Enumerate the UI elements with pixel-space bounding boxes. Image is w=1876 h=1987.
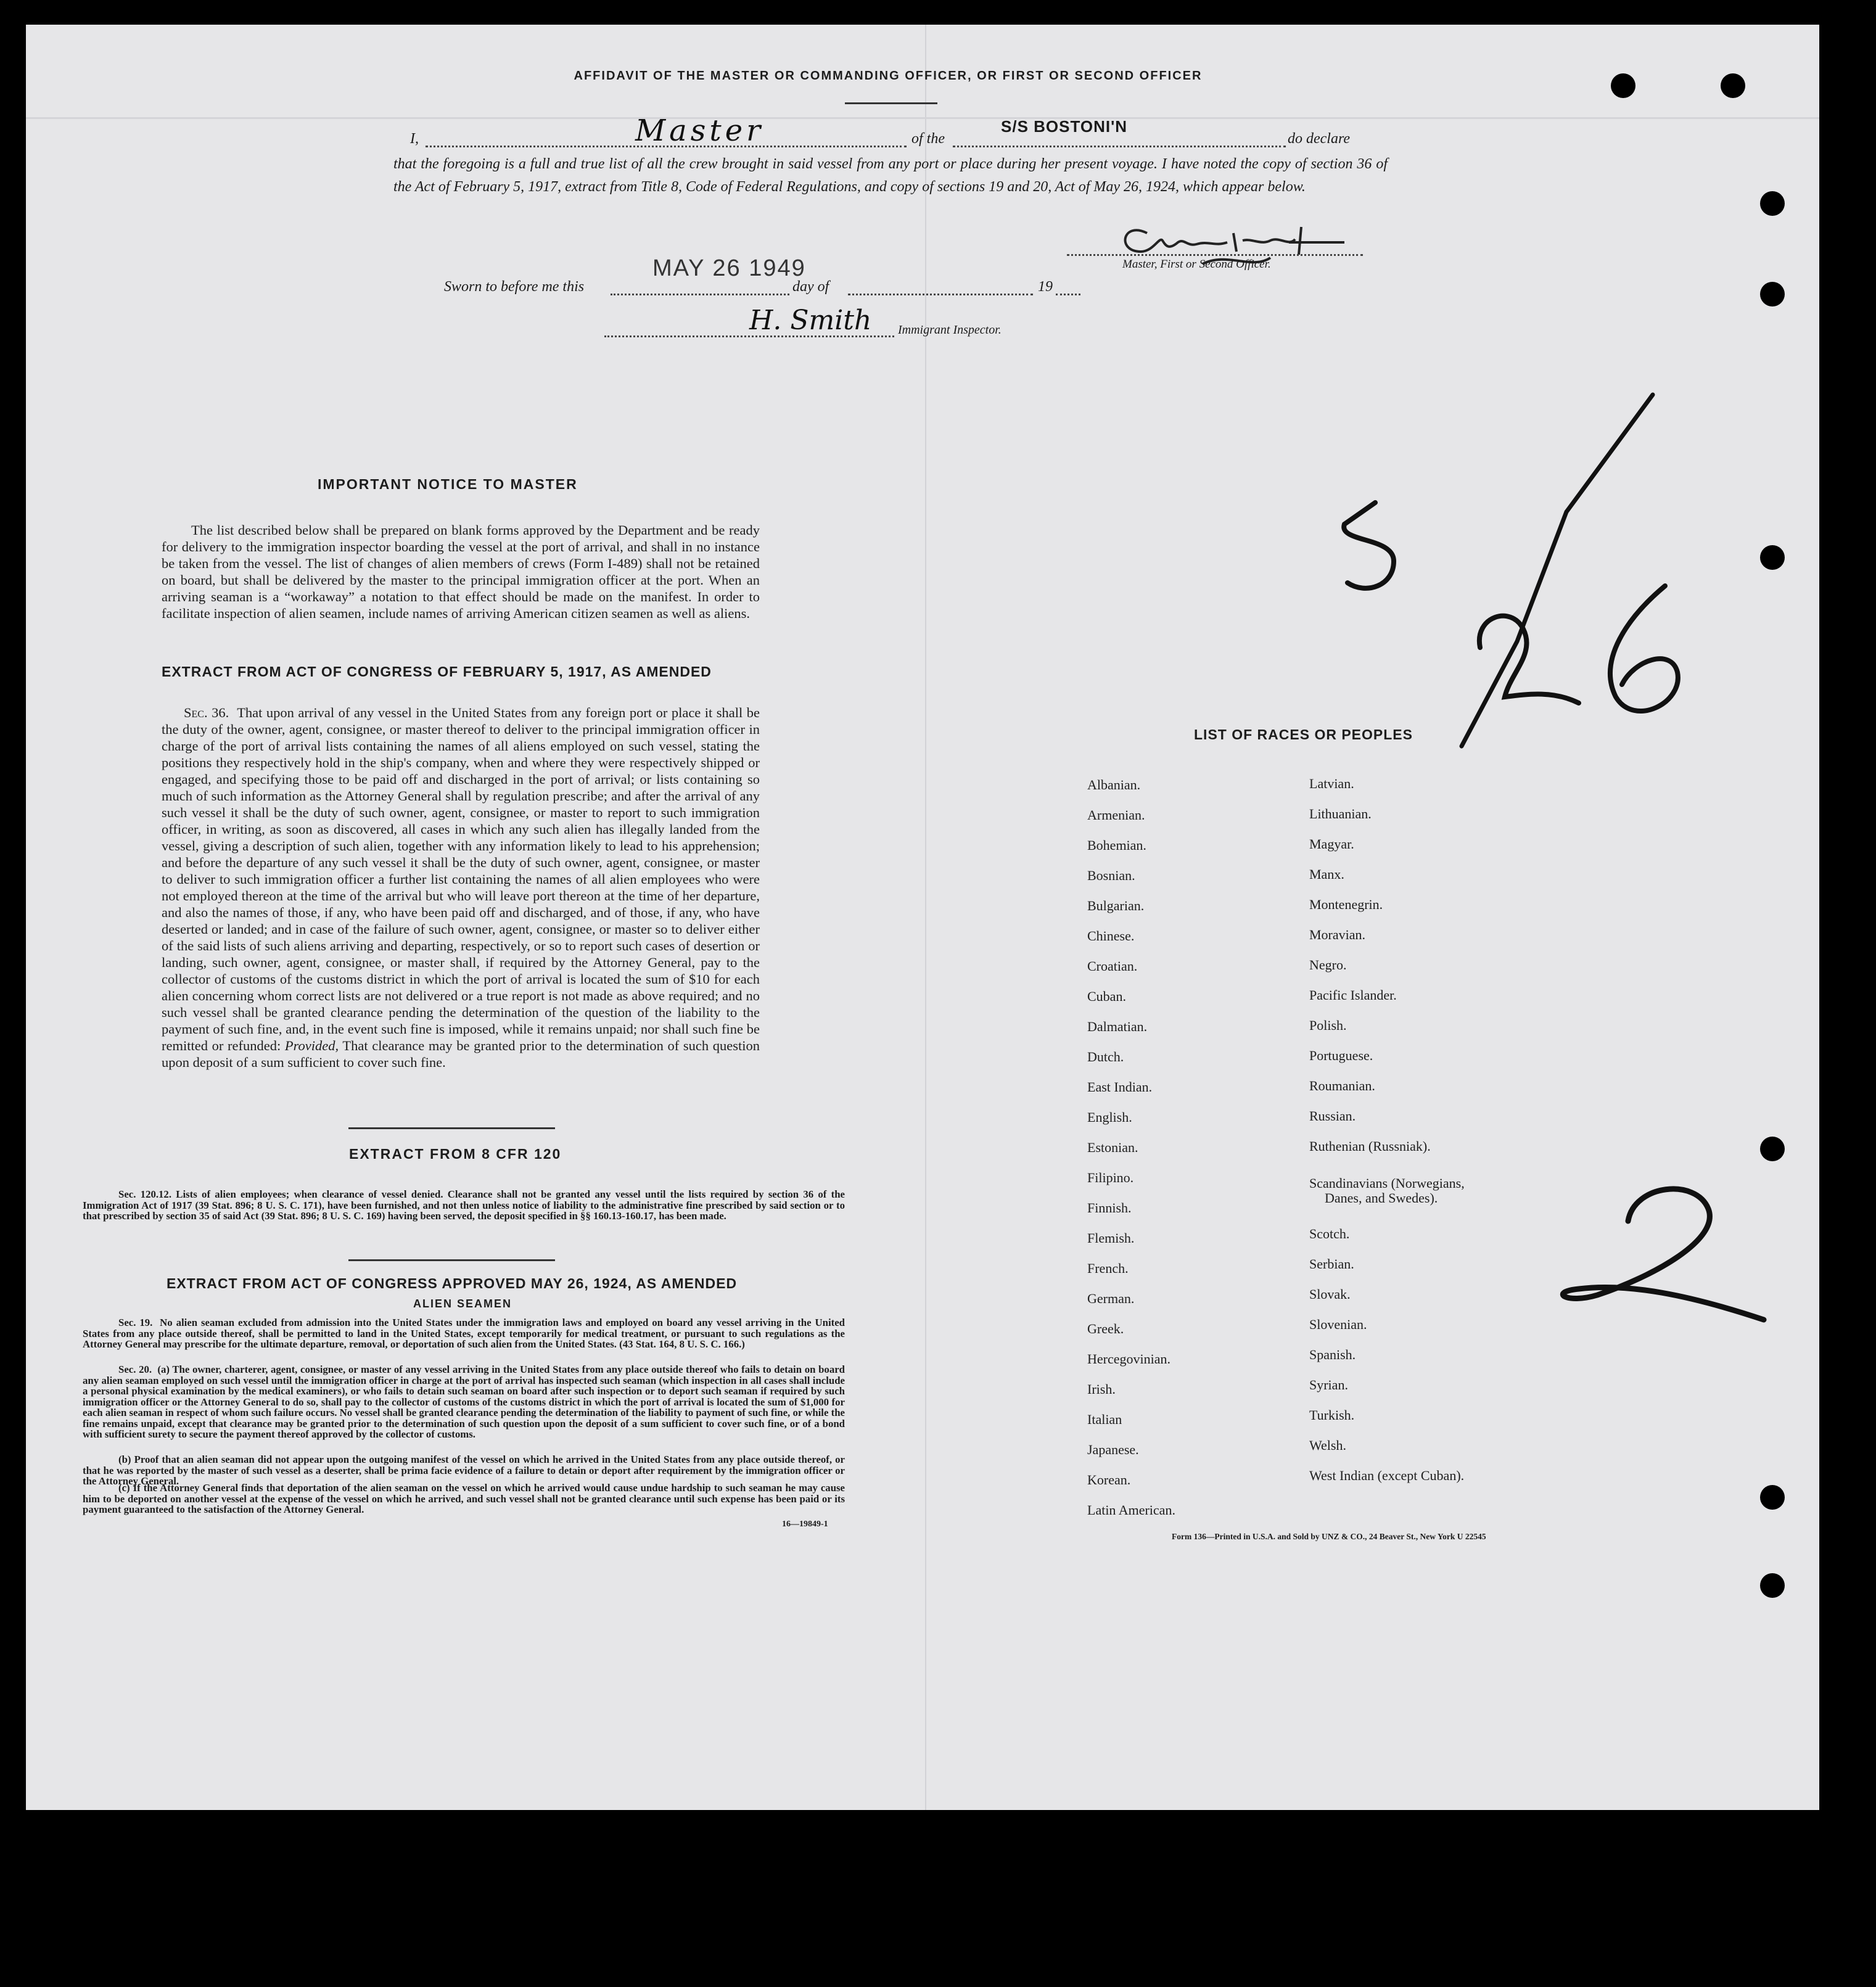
title-underline [845, 102, 937, 104]
race-item: Moravian. [1309, 927, 1366, 942]
rule-1 [348, 1127, 555, 1129]
inspector-signature: H. Smith [749, 305, 872, 336]
race-item: Finnish. [1087, 1200, 1132, 1216]
race-item: Slovak. [1309, 1286, 1351, 1302]
binding-hole [1760, 1137, 1785, 1161]
race-item: Armenian. [1087, 807, 1145, 823]
master-handwritten: Master [635, 113, 765, 148]
race-item: Slovenian. [1309, 1317, 1367, 1332]
act-1924-subtitle: ALIEN SEAMEN [413, 1298, 512, 1310]
race-item: Polish. [1309, 1018, 1347, 1033]
race-item: Hercegovinian. [1087, 1351, 1170, 1367]
cfr-text: Sec. 120.12. Lists of alien employees; when clearance of vessel denied. Clearance shall not be granted any vessel until the lists required by section 36 of the Immigration Act of 1917 (39 Stat. 896; 8 U. S. C. 171), have been furnished, and not then unless notice of liability to the administrative fine prescribed by said section or to that prescribed by section 35 of said Act (39 Stat. 896; 8 U. S. C. 169) having been served, the deposit specified in §§ 160.13-160.17, has been made. [83, 1188, 845, 1222]
race-item: Latin American. [1087, 1502, 1175, 1518]
printer-footer: Form 136—Printed in U.S.A. and Sold by UNZ & CO., 24 Beaver St., New York U 22545 [1172, 1532, 1486, 1541]
form-code: 16—19849-1 [782, 1520, 828, 1529]
declaration-text: that the foregoing is a full and true list of all the crew brought in said vessel from any port or place during her present voyage. I have noted the copy of section 36 of the Act of February 5, 1917, extract from Title 8, Code of Federal Regulations, and copy of sections 19 and 20, Act of May 26, 1924, which appear below. [393, 156, 1388, 195]
race-item: West Indian (except Cuban). [1309, 1468, 1465, 1483]
date-stamp: MAY 26 1949 [652, 255, 806, 281]
handwritten-count-annotation [1529, 1172, 1776, 1332]
race-item: Cuban. [1087, 989, 1126, 1004]
fold-crease-vertical [925, 25, 926, 1810]
fold-crease-horizontal [26, 117, 1819, 119]
race-item: Dalmatian. [1087, 1019, 1148, 1034]
race-item: Japanese. [1087, 1442, 1139, 1457]
race-item: Spanish. [1309, 1347, 1356, 1362]
vessel-stamp: S/S BOSTONI'N [1001, 117, 1128, 136]
race-item: Dutch. [1087, 1049, 1124, 1064]
month-line [848, 294, 1033, 295]
race-item: Albanian. [1087, 777, 1141, 792]
race-item: Irish. [1087, 1381, 1116, 1397]
race-item: Portuguese. [1309, 1048, 1373, 1063]
race-item: Negro. [1309, 957, 1347, 973]
race-item: Russian. [1309, 1108, 1356, 1124]
year-line [1056, 294, 1080, 295]
officer-signature-line [1067, 254, 1363, 256]
cfr-title: EXTRACT FROM 8 CFR 120 [349, 1146, 562, 1162]
race-item: Italian [1087, 1412, 1122, 1427]
of-the-label: of the [911, 131, 945, 147]
race-item: Bosnian. [1087, 868, 1135, 883]
inspector-caption: Immigrant Inspector. [898, 323, 1002, 337]
notice-text: The list described below shall be prepared on blank forms approved by the Department and be ready for delivery to the immigration inspector boarding the vessel at the port of arrival, and shall in no instance be taken from the vessel. The list of changes of alien members of crews (Form I-489) shall not be retained on board, but shall be delivered by the master to the principal immigration officer at the port. When an arriving seaman is a “workaway” a notation to that effect should be made on the manifest. In order to facilitate inspection of alien seamen, include names of arriving American citizen seamen as well as aliens. [162, 522, 760, 621]
binding-hole [1760, 545, 1785, 570]
race-item: French. [1087, 1261, 1129, 1276]
race-item: Scotch. [1309, 1226, 1350, 1241]
binding-hole [1721, 73, 1745, 98]
extract-1917-title: EXTRACT FROM ACT OF CONGRESS OF FEBRUARY 5, 1917, AS AMENDED [162, 664, 712, 680]
officer-caption: Master, First or Second Officer. [1122, 258, 1271, 271]
i-label: I, [410, 131, 419, 147]
race-item: Estonian. [1087, 1140, 1138, 1155]
binding-hole [1760, 1573, 1785, 1598]
binding-hole [1611, 73, 1635, 98]
vessel-line [953, 146, 1286, 147]
handwritten-date-annotation [1307, 382, 1702, 765]
rule-2 [348, 1259, 555, 1261]
race-item: Scandinavians (Norwegians, [1309, 1175, 1465, 1191]
binding-hole [1760, 282, 1785, 306]
sec19-text: Sec. 19. No alien seaman excluded from admission into the United States under the immigration laws and employed on board any vessel arriving in the United States from any place outside thereof, shall be permitted to land in the United States, except temporarily for medical treatment, or pursuant to such regulations as the Attorney General may prescribe for the ultimate departure, removal, or deportation of such alien from the United States. (43 Stat. 164, 8 U. S. C. 166.) [83, 1317, 845, 1350]
day-line [611, 294, 789, 295]
notice-title: IMPORTANT NOTICE TO MASTER [318, 476, 578, 492]
race-item: Serbian. [1309, 1256, 1354, 1272]
sec20a-text: Sec. 20. (a) The owner, charterer, agent, consignee, or master of any vessel arriving in the United States from any place outside thereof who fails to detain on board any alien seaman employed on such vessel until the immigration officer in charge at the port of arrival has inspected such seaman (which inspection in all cases shall include a personal physical examination by the medical examiners), or who fails to detain such seaman on board after such inspection or to deport such seaman if required by such immigration officer or the Attorney General to do so, shall pay to the collector of customs of the customs district in which the port of arrival is located the sum of $1,000 for each alien seaman in respect of whom such failure occurs. No vessel shall be granted clearance pending the determination of the liability to payment of such fine, or while the fine remains unpaid, except that clearance may be granted prior to the determination of such question upon the deposit of a sum sufficient to cover such fine, or of a bond with sufficient surety to secure the payment thereof approved by the collector of customs. [83, 1364, 845, 1440]
race-item: Manx. [1309, 866, 1344, 882]
race-item: Welsh. [1309, 1438, 1346, 1453]
race-item: Turkish. [1309, 1407, 1355, 1423]
race-item: Pacific Islander. [1309, 987, 1397, 1003]
do-declare-label: do declare [1288, 131, 1351, 147]
race-item: Montenegrin. [1309, 897, 1383, 912]
race-item: Roumanian. [1309, 1078, 1375, 1093]
race-item: Croatian. [1087, 958, 1138, 974]
race-item: Latvian. [1309, 776, 1354, 791]
race-item: Filipino. [1087, 1170, 1134, 1185]
year-prefix: 19 [1038, 279, 1053, 295]
race-item: Flemish. [1087, 1230, 1135, 1246]
sec20b-text: (b) Proof that an alien seaman did not appear upon the outgoing manifest of the vessel on which he arrived in the United States from any place outside thereof, or that he was reported by the master of such vessel as a deserter, shall be prima facie evidence of a failure to detain or deport after requirement by the immigration officer or the Attorney General. [83, 1454, 845, 1487]
race-item: Danes, and Swedes). [1325, 1190, 1438, 1206]
race-item: English. [1087, 1109, 1132, 1125]
race-item: East Indian. [1087, 1079, 1153, 1095]
affidavit-title: AFFIDAVIT OF THE MASTER OR COMMANDING OFFICER, OR FIRST OR SECOND OFFICER [574, 69, 1203, 83]
sworn-label: Sworn to before me this [444, 279, 585, 295]
race-item: Greek. [1087, 1321, 1124, 1336]
race-item: Magyar. [1309, 836, 1354, 852]
race-item: Syrian. [1309, 1377, 1348, 1393]
race-item: Bohemian. [1087, 837, 1146, 853]
day-of-label: day of [792, 279, 829, 295]
race-item: Korean. [1087, 1472, 1131, 1487]
extract-1917-text: Sec. 36. That upon arrival of any vessel in the United States from any foreign port or place it shall be the duty of the owner, agent, consignee, or master thereof to deliver to the principal immigration officer in charge of the port of arrival lists containing the names of all aliens employed on such vessel, stating the positions they respectively hold in the ship's company, when and where they were respectively shipped or engaged, and specifying those to be paid off and discharged in the port of arrival; or lists containing so much of such information as the Attorney General shall by regulation prescribe; and after the arrival of any such vessel it shall be the duty of such owner, agent, consignee, or master to report to such immigration officer, in writing, as soon as discovered, all cases in which any such alien has illegally landed from the vessel, giving a description of such alien, together with any information likely to lead to his apprehension; and before the departure of any such vessel it shall be the duty of such owner, agent, consignee, or master to deliver to such immigration officer a further list containing the names of all alien employees who were not employed thereon at the time of the arrival but who will leave port thereon at the time of her departure, and also the names of those, if any, who have been paid off and discharged, and of those, if any, who have deserted or landed; and in case of the failure of such owner, agent, consignee, or master so to deliver either of the said lists of such aliens arriving and departing, respectively, or so to report such cases of desertion or landing, such owner, agent, consignee, or master shall, if required by the Attorney General, pay to the collector of customs of the customs district in which the port of arrival is located the sum of $10 for each alien concerning whom correct lists are not delivered or a true report is not made as above required; and no such vessel shall be granted clearance pending the determination of the question of the liability to the payment of such fine, and, in the event such fine is imposed, while it remains unpaid; nor shall such fine be remitted or refunded: Provided, That clearance may be granted prior to the determination of such question upon deposit of a sum sufficient to cover such fine. [162, 705, 760, 1070]
race-item: Lithuanian. [1309, 806, 1372, 821]
race-item: Ruthenian (Russniak). [1309, 1138, 1431, 1154]
race-item: Bulgarian. [1087, 898, 1145, 913]
binding-hole [1760, 1485, 1785, 1510]
race-item: German. [1087, 1291, 1135, 1306]
races-title: LIST OF RACES OR PEOPLES [1194, 726, 1413, 743]
race-item: Chinese. [1087, 928, 1135, 944]
binding-hole [1760, 191, 1785, 216]
act-1924-title: EXTRACT FROM ACT OF CONGRESS APPROVED MAY 26, 1924, AS AMENDED [167, 1275, 738, 1291]
sec20c-text: (c) If the Attorney General finds that deportation of the alien seaman on the vessel on which he arrived would cause undue hardship to such seaman he may cause him to be deported on another vessel at the expense of the vessel on which he arrived, and such vessel shall not be granted clearance until such expense has been paid or its payment guaranteed to the satisfaction of the Attorney General. [83, 1482, 845, 1515]
